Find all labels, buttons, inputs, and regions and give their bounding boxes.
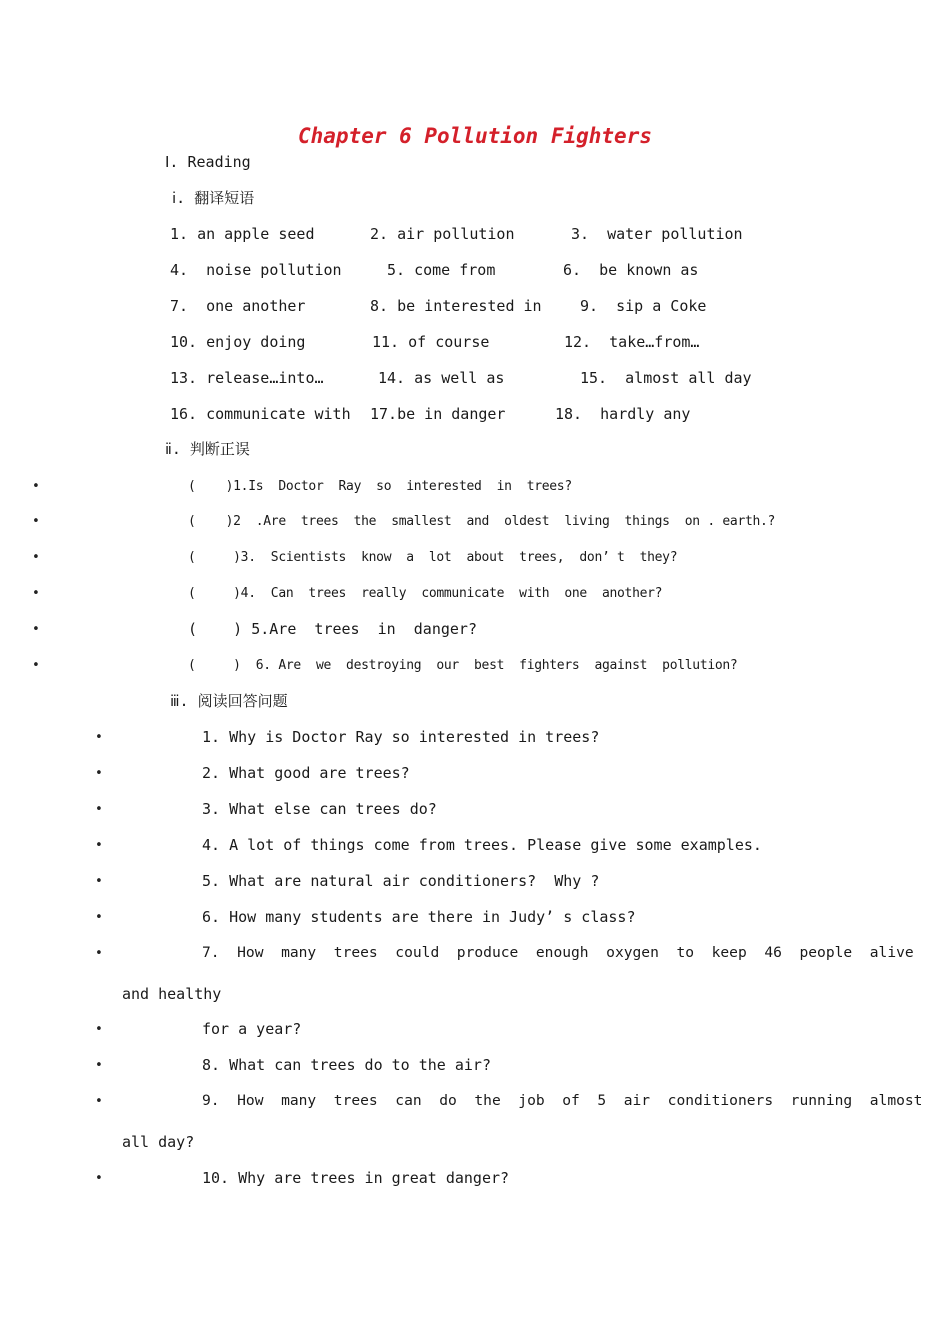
truefalse-item: ( )2 .Are trees the smallest and oldest living things on . earth.? bbox=[188, 514, 776, 529]
bullet-icon: • bbox=[32, 586, 40, 601]
bullet-icon: • bbox=[95, 802, 103, 817]
phrase-item: 12. take…from… bbox=[564, 333, 700, 351]
question-item: 2. What good are trees? bbox=[202, 764, 410, 782]
question-item: 9. How many trees can do the job of 5 air conditioners running almost bbox=[202, 1092, 923, 1109]
question-item: 7. How many trees could produce enough oxygen to keep 46 people alive bbox=[202, 944, 914, 961]
subsection-translate-heading: ⅰ. 翻译短语 bbox=[172, 189, 255, 207]
question-item: 5. What are natural air conditioners? Why ? bbox=[202, 872, 600, 890]
bullet-icon: • bbox=[32, 479, 40, 494]
bullet-icon: • bbox=[32, 550, 40, 565]
bullet-icon: • bbox=[32, 514, 40, 529]
phrase-item: 1. an apple seed bbox=[170, 225, 315, 243]
bullet-icon: • bbox=[95, 838, 103, 853]
phrase-item: 11. of course bbox=[372, 333, 490, 351]
question-item-continued: and healthy bbox=[122, 985, 222, 1003]
question-item-continued: for a year? bbox=[202, 1020, 302, 1038]
phrase-item: 9. sip a Coke bbox=[580, 297, 707, 315]
phrase-item: 16. communicate with bbox=[170, 405, 351, 423]
truefalse-item: ( )4. Can trees really communicate with one another? bbox=[188, 586, 663, 601]
bullet-icon: • bbox=[95, 946, 103, 961]
bullet-icon: • bbox=[32, 658, 40, 673]
question-item: 8. What can trees do to the air? bbox=[202, 1056, 491, 1074]
bullet-icon: • bbox=[95, 1058, 103, 1073]
truefalse-item: ( )1.Is Doctor Ray so interested in trees? bbox=[188, 479, 572, 494]
phrase-item: 2. air pollution bbox=[370, 225, 515, 243]
question-item: 3. What else can trees do? bbox=[202, 800, 437, 818]
bullet-icon: • bbox=[95, 874, 103, 889]
page-title: Chapter 6 Pollution Fighters bbox=[297, 124, 652, 148]
phrase-item: 4. noise pollution bbox=[170, 261, 342, 279]
bullet-icon: • bbox=[95, 910, 103, 925]
bullet-icon: • bbox=[32, 622, 40, 637]
subsection-truefalse-heading: ⅱ. 判断正误 bbox=[165, 440, 250, 458]
phrase-item: 6. be known as bbox=[563, 261, 699, 279]
phrase-item: 14. as well as bbox=[378, 369, 505, 387]
subsection-questions-heading: ⅲ. 阅读回答问题 bbox=[170, 692, 288, 710]
phrase-item: 13. release…into… bbox=[170, 369, 324, 387]
truefalse-item: ( )3. Scientists know a lot about trees, don’ t they? bbox=[188, 550, 678, 565]
phrase-item: 18. hardly any bbox=[555, 405, 691, 423]
question-item: 4. A lot of things come from trees. Please give some examples. bbox=[202, 836, 762, 854]
phrase-item: 8. be interested in bbox=[370, 297, 542, 315]
bullet-icon: • bbox=[95, 766, 103, 781]
phrase-item: 10. enjoy doing bbox=[170, 333, 306, 351]
question-item: 1. Why is Doctor Ray so interested in trees? bbox=[202, 728, 600, 746]
question-item-continued: all day? bbox=[122, 1133, 195, 1151]
question-item: 10. Why are trees in great danger? bbox=[202, 1169, 510, 1187]
bullet-icon: • bbox=[95, 1022, 103, 1037]
phrase-item: 7. one another bbox=[170, 297, 306, 315]
bullet-icon: • bbox=[95, 730, 103, 745]
truefalse-item: ( ) 6. Are we destroying our best fighters against pollution? bbox=[188, 658, 738, 673]
truefalse-item: ( ) 5.Are trees in danger? bbox=[188, 620, 477, 638]
question-item: 6. How many students are there in Judy’ s class? bbox=[202, 908, 636, 926]
section-reading-heading: Ⅰ. Reading bbox=[165, 153, 251, 171]
phrase-item: 15. almost all day bbox=[580, 369, 752, 387]
phrase-item: 5. come from bbox=[387, 261, 496, 279]
phrase-item: 17.be in danger bbox=[370, 405, 506, 423]
bullet-icon: • bbox=[95, 1171, 103, 1186]
bullet-icon: • bbox=[95, 1094, 103, 1109]
phrase-item: 3. water pollution bbox=[571, 225, 743, 243]
